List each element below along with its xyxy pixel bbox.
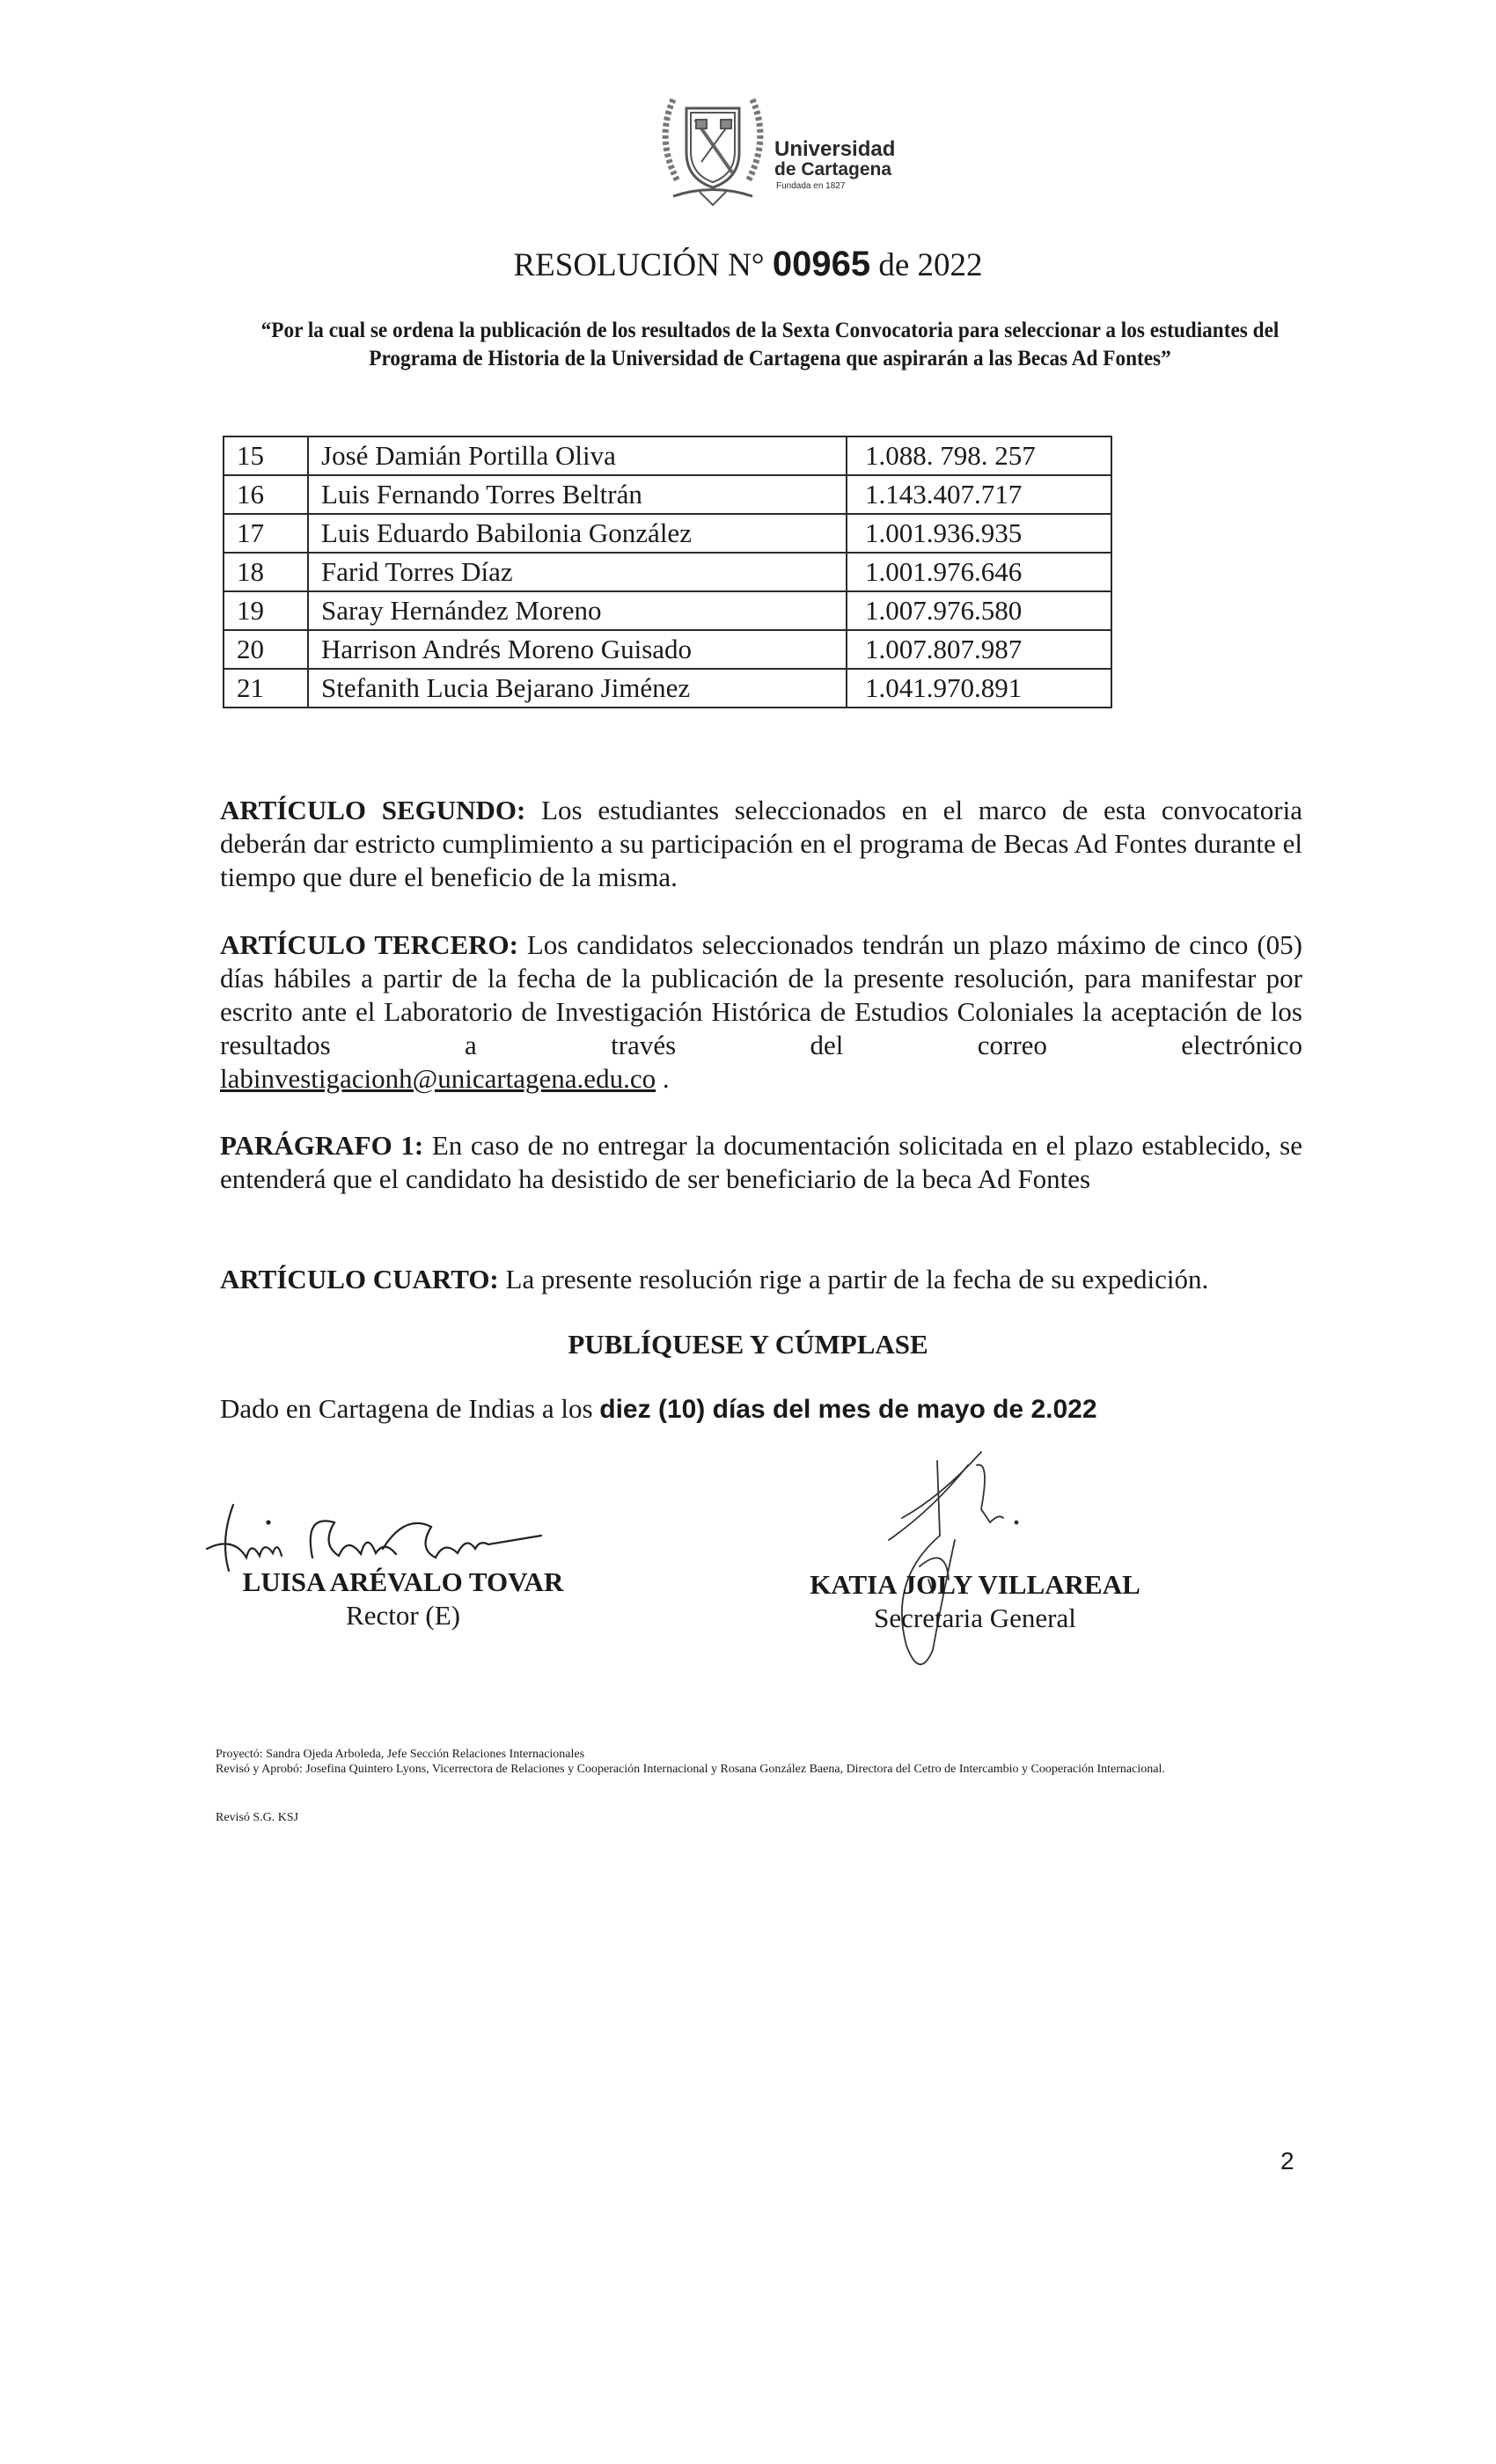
title-prefix: RESOLUCIÓN N°: [513, 247, 765, 283]
row-number: 20: [224, 630, 308, 669]
article-segundo: [220, 794, 1302, 894]
student-id: 1.041.970.891: [847, 669, 1111, 708]
signatory-role: Secretaria General: [874, 1602, 1076, 1633]
student-name: Harrison Andrés Moreno Guisado: [308, 630, 847, 669]
student-name: Luis Eduardo Babilonia González: [308, 514, 847, 553]
row-number: 16: [224, 475, 308, 514]
student-name: Stefanith Lucia Bejarano Jiménez: [308, 669, 847, 708]
student-id: 1.007.976.580: [847, 591, 1111, 630]
resolution-subtitle: “Por la cual se ordena la publicación de los resultados de la Sexta Convocatoria para seleccionar a los estudiantes del Programa de Historia de la Universidad de Cartagena que aspirarán a las Becas Ad Fontes”: [260, 319, 1280, 370]
student-name: Saray Hernández Moreno: [308, 591, 847, 630]
credit-reviewed-sg: Revisó S.G. KSJ: [216, 1811, 299, 1824]
student-name: Farid Torres Díaz: [308, 553, 847, 591]
title-suffix: de 2022: [878, 247, 983, 283]
row-number: 18: [224, 553, 308, 591]
article-label: ARTÍCULO TERCERO:: [220, 929, 518, 960]
table-row: [224, 553, 1111, 591]
article-tercero: [220, 928, 1302, 1096]
article-label: ARTÍCULO CUARTO:: [220, 1264, 499, 1294]
university-crest-icon: [647, 77, 779, 209]
table-row: [224, 514, 1111, 553]
article-text: Los candidatos seleccionados tendrán un plazo máximo de cinco (05) días hábiles a partir de la fecha de la publicación de la presente resolución, para manifestar por escrito ante el Laboratorio de Investigación Histórica de Estudios Coloniales la aceptación de los resultados a través del correo electrónico: [220, 929, 1302, 1060]
student-id: 1.007.807.987: [847, 630, 1111, 669]
article-end: .: [656, 1063, 670, 1094]
row-number: 15: [224, 436, 308, 475]
row-number: 19: [224, 591, 308, 630]
student-id: 1.001.936.935: [847, 514, 1111, 553]
publish-heading: PUBLÍQUESE Y CÚMPLASE: [568, 1329, 928, 1360]
credit-reviewed-approved: Revisó y Aprobó: Josefina Quintero Lyons, Vicerrectora de Relaciones y Cooperación Internacional y Rosana González Baena, Directora del Cetro de Intercambio y Cooperación Internacional.: [216, 1763, 1165, 1776]
given-prefix: Dado en Cartagena de Indias a los: [220, 1393, 600, 1424]
given-date-line: [220, 1393, 1097, 1425]
email-link[interactable]: labinvestigacionh@unicartagena.edu.co: [220, 1063, 656, 1094]
table-row: [224, 436, 1111, 475]
paragrafo-1: [220, 1129, 1302, 1196]
article-text: La presente resolución rige a partir de la fecha de su expedición.: [498, 1264, 1209, 1294]
student-id: 1.001.976.646: [847, 553, 1111, 591]
row-number: 21: [224, 669, 308, 708]
page-number: 2: [1280, 2147, 1294, 2174]
university-wordmark: [774, 139, 895, 194]
table-row: [224, 669, 1111, 708]
student-id: 1.143.407.717: [847, 475, 1111, 514]
table-row: [224, 630, 1111, 669]
resolution-title: [0, 245, 1496, 285]
student-name: José Damián Portilla Oliva: [308, 436, 847, 475]
student-name: Luis Fernando Torres Beltrán: [308, 475, 847, 514]
article-text: Los estudiantes seleccionados en el marco de esta convocatoria deberán dar estricto cumplimiento a su participación en el programa de Becas Ad Fontes durante el tiempo que dure el beneficio de la misma.: [220, 795, 1302, 892]
resolution-number: 00965: [772, 245, 871, 283]
credit-projected-by: Proyectó: Sandra Ojeda Arboleda, Jefe Sección Relaciones Internacionales: [216, 1748, 585, 1761]
signatory-role: Rector (E): [346, 1600, 460, 1631]
table-row: [224, 475, 1111, 514]
paragraph-label: PARÁGRAFO 1:: [220, 1130, 424, 1161]
paragraph-text: En caso de no entregar la documentación solicitada en el plazo establecido, se entenderá que el candidato ha desistido de ser beneficiario de la beca Ad Fontes: [220, 1130, 1302, 1194]
university-name-line2: de Cartagena: [774, 159, 892, 180]
students-table: [223, 436, 1112, 708]
founded-text: Fundada en 1827: [776, 181, 846, 191]
handwritten-signature-icon: [836, 1426, 1100, 1690]
article-cuarto: [220, 1263, 1302, 1296]
university-name-line1: Universidad: [774, 137, 896, 161]
row-number: 17: [224, 514, 308, 553]
signatory-name: KATIA JOLY VILLAREAL: [810, 1569, 1140, 1600]
article-label: ARTÍCULO SEGUNDO:: [220, 795, 526, 825]
table-row: [224, 591, 1111, 630]
student-id: 1.088. 798. 257: [847, 436, 1111, 475]
signatory-name: LUISA ARÉVALO TOVAR: [242, 1566, 564, 1597]
given-date: diez (10) días del mes de mayo de 2.022: [599, 1395, 1097, 1424]
